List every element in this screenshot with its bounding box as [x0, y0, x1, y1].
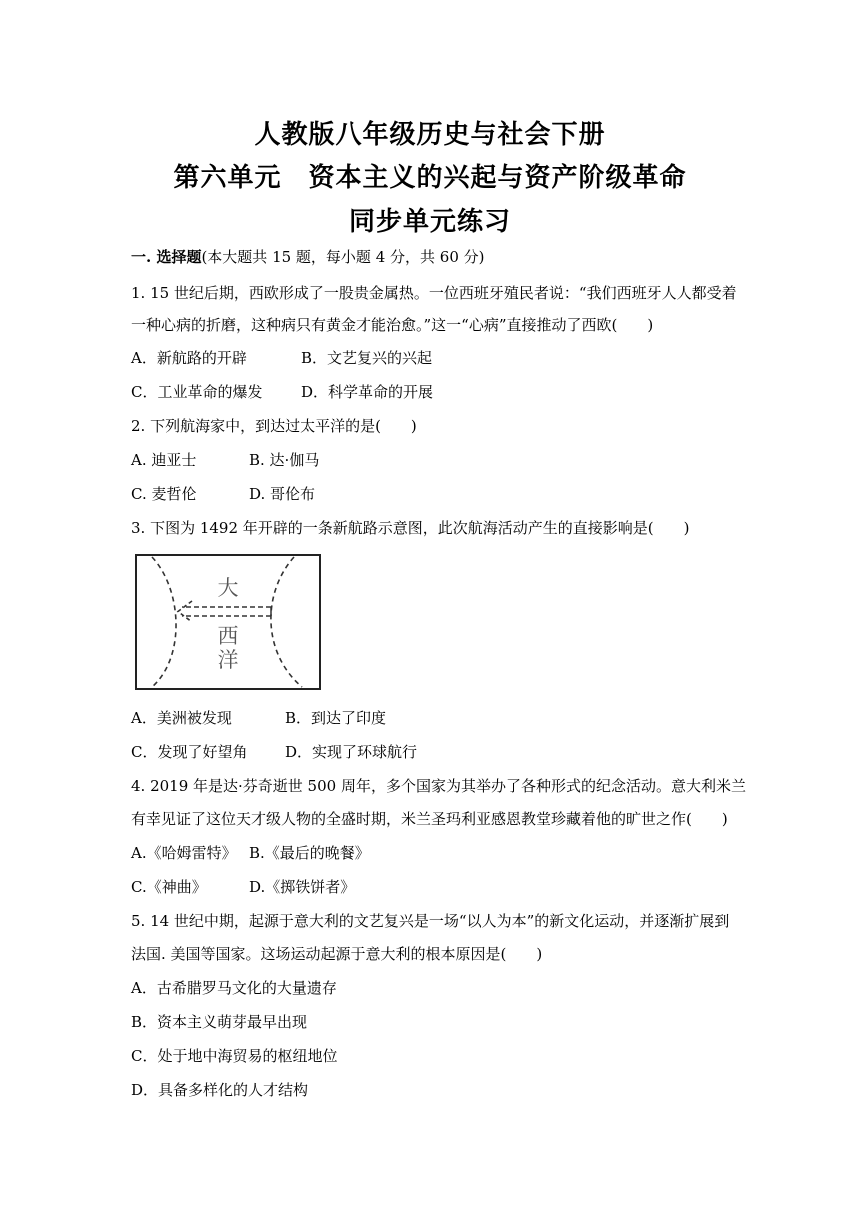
- question-3-stem: 3. 下图为 1492 年开辟的一条新航路示意图，此次航海活动产生的直接影响是( ): [131, 519, 690, 537]
- question-5-stem-line-2: 法国. 美国等国家。这场运动起源于意大利的根本原因是( ): [131, 945, 543, 963]
- question-3-option-a: A．美洲被发现: [131, 709, 232, 727]
- question-3-option-c: C．发现了好望角: [131, 743, 248, 761]
- ocean-label-char-1: 大: [217, 576, 239, 600]
- question-4-option-a: A.《哈姆雷特》: [131, 844, 237, 862]
- section-note: (本大题共 15 题，每小题 4 分，共 60 分): [201, 248, 485, 266]
- question-4-option-c: C.《神曲》: [131, 878, 207, 896]
- question-2-option-d: D. 哥伦布: [249, 485, 316, 503]
- question-3-option-b: B．到达了印度: [285, 709, 387, 727]
- question-4-option-d: D.《掷铁饼者》: [249, 878, 356, 896]
- title-line-3: 同步单元练习: [348, 207, 511, 237]
- question-1-stem-line-2: 一种心病的折磨，这种病只有黄金才能治愈。”这一“心病”直接推动了西欧( ): [131, 316, 654, 334]
- question-3-option-d: D．实现了环球航行: [285, 743, 418, 761]
- question-2-option-a: A. 迪亚士: [131, 451, 197, 469]
- ocean-label-char-2: 西: [217, 624, 239, 648]
- question-1-option-a: A．新航路的开辟: [131, 349, 247, 367]
- question-1-option-d: D．科学革命的开展: [301, 383, 434, 401]
- left-coastline: [152, 557, 176, 687]
- question-5-option-c: C．处于地中海贸易的枢纽地位: [131, 1047, 338, 1065]
- question-1-option-c: C．工业革命的爆发: [131, 383, 263, 401]
- question-5-option-d: D．具备多样化的人才结构: [131, 1081, 309, 1099]
- question-4-option-b: B.《最后的晚餐》: [249, 844, 370, 862]
- question-1-option-b: B．文艺复兴的兴起: [301, 349, 433, 367]
- question-1-stem-line-1: 1. 15 世纪后期，西欧形成了一股贵金属热。一位西班牙殖民者说：“我们西班牙人人都受着: [131, 284, 737, 302]
- section-heading: [131, 247, 484, 267]
- question-2-stem: 2. 下列航海家中，到达过太平洋的是( ): [131, 417, 417, 435]
- question-4-stem-line-2: 有幸见证了这位天才级人物的全盛时期，米兰圣玛利亚感恩教堂珍藏着他的旷世之作( ): [131, 810, 728, 828]
- route-arrow-head: [178, 601, 192, 622]
- question-2-option-b: B. 达·伽马: [249, 451, 320, 469]
- question-2-option-c: C. 麦哲伦: [131, 485, 197, 503]
- question-5-option-b: B．资本主义萌芽最早出现: [131, 1013, 308, 1031]
- title-line-2: 第六单元 资本主义的兴起与资产阶级革命: [173, 163, 687, 193]
- question-5-option-a: A．古希腊罗马文化的大量遗存: [131, 979, 337, 997]
- atlantic-route-diagram: [134, 553, 322, 691]
- title-line-1: 人教版八年级历史与社会下册: [254, 120, 606, 150]
- section-title: 一. 选择题: [131, 248, 202, 266]
- question-5-stem-line-1: 5. 14 世纪中期，起源于意大利的文艺复兴是一场“以人为本”的新文化运动，并逐渐扩展到: [131, 912, 730, 930]
- right-coastline: [271, 557, 302, 687]
- ocean-label-char-3: 洋: [217, 648, 239, 672]
- question-4-stem-line-1: 4. 2019 年是达·芬奇逝世 500 周年，多个国家为其举办了各种形式的纪念活动。意大利米兰: [131, 777, 746, 795]
